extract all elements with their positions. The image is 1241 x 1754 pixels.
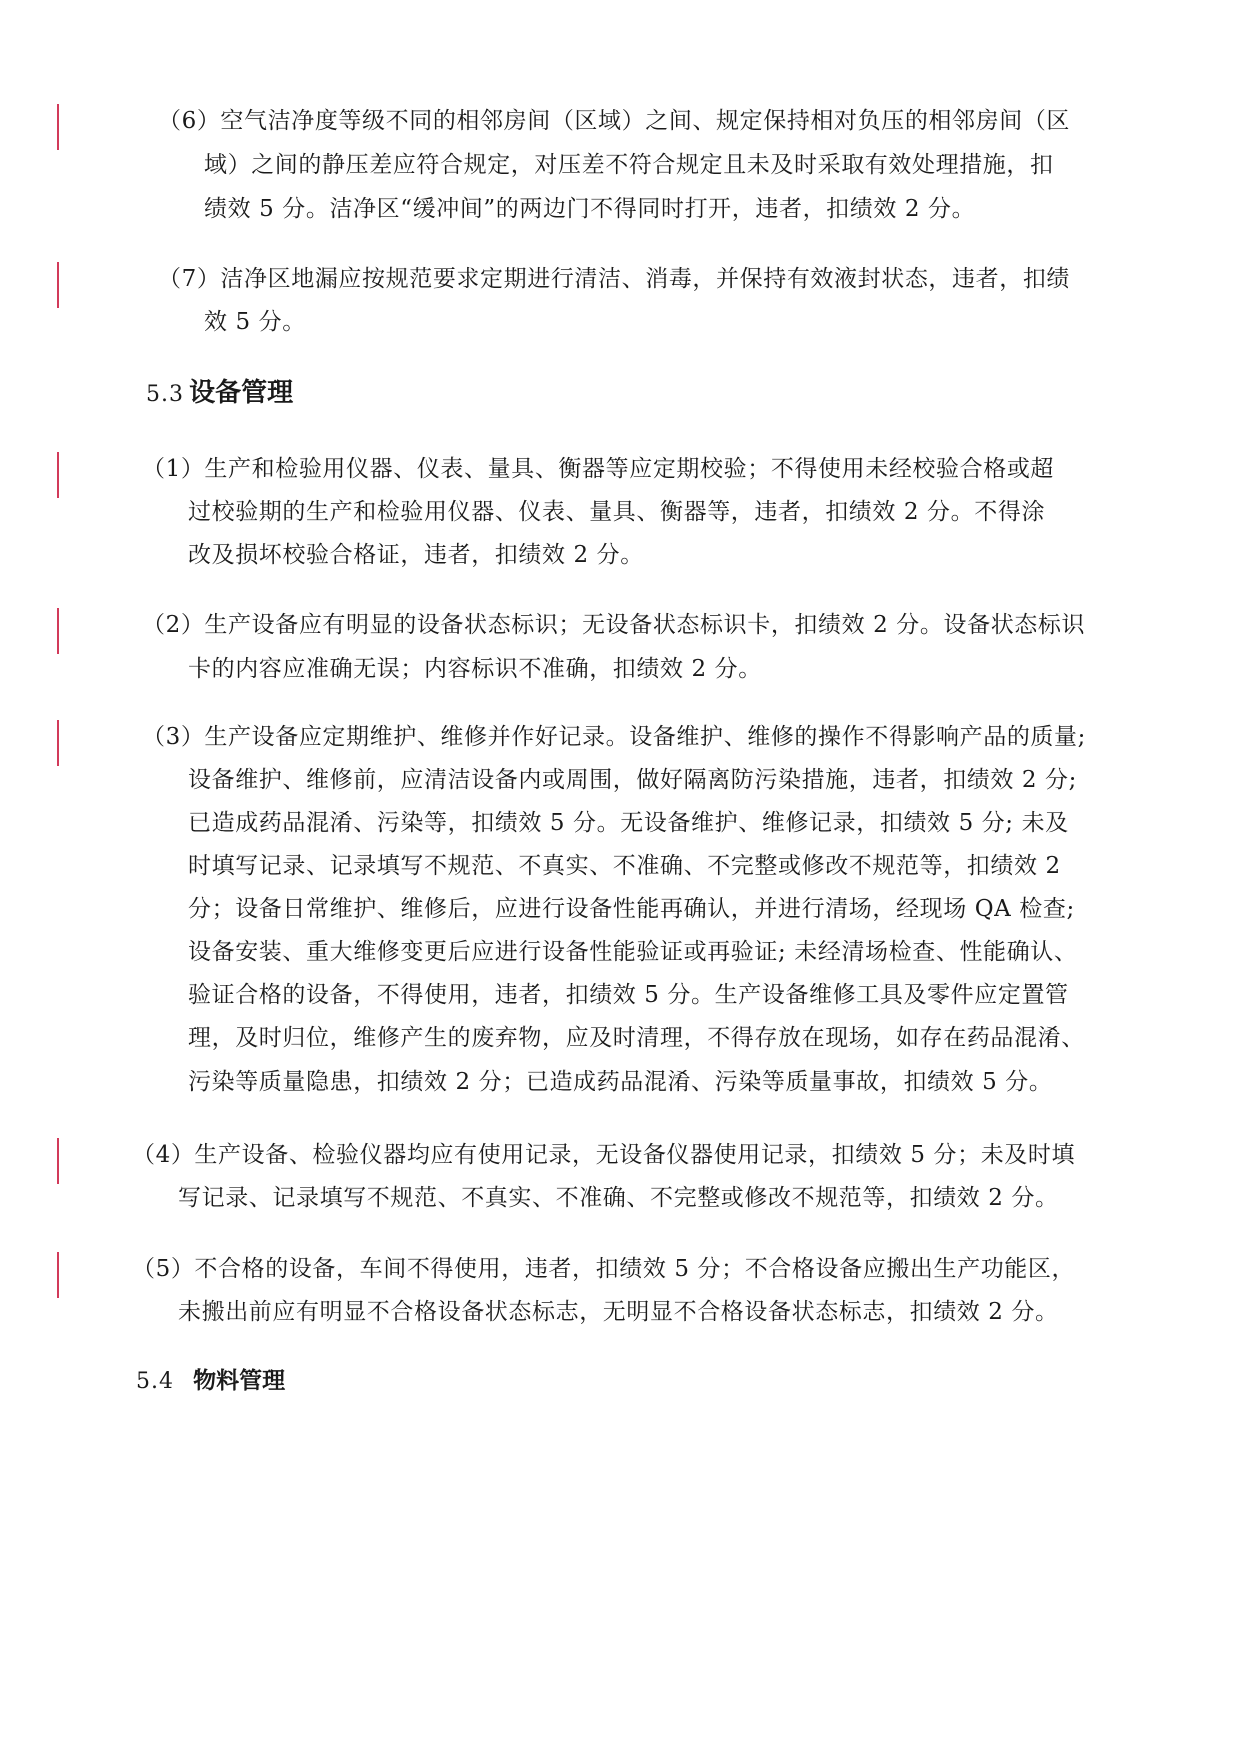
change-bar	[57, 1252, 59, 1298]
change-bar	[57, 104, 59, 150]
item-3-line: 时填写记录、记录填写不规范、不真实、不准确、不完整或修改不规范等，扣绩效 2	[188, 853, 1061, 879]
section-heading	[136, 1364, 285, 1400]
item-3-line: 设备安装、重大维修变更后应进行设备性能验证或再验证; 未经清场检查、性能确认、	[188, 939, 1078, 965]
item-1-line: （1）生产和检验用仪器、仪表、量具、衡器等应定期校验；不得使用未经校验合格或超	[142, 456, 1055, 482]
item-1-line: 过校验期的生产和检验用仪器、仪表、量具、衡器等，违者，扣绩效 2 分。不得涂	[188, 499, 1046, 525]
section-number: 5.3	[146, 382, 184, 407]
item-2-line: （2）生产设备应有明显的设备状态标识；无设备状态标识卡，扣绩效 2 分。设备状态标识	[142, 612, 1086, 638]
item-3-line: 理，及时归位，维修产生的废弃物，应及时清理，不得存放在现场，如存在药品混淆、	[188, 1025, 1085, 1051]
change-bar	[57, 262, 59, 308]
item-4-line: 写记录、记录填写不规范、不真实、不准确、不完整或修改不规范等，扣绩效 2 分。	[178, 1185, 1059, 1211]
item-1-line: 改及损坏校验合格证，违者，扣绩效 2 分。	[188, 542, 644, 568]
change-bar	[57, 720, 59, 766]
item-6-line: 域）之间的静压差应符合规定，对压差不符合规定且未及时采取有效处理措施，扣	[204, 152, 1054, 178]
section-title: 物料管理	[193, 1368, 286, 1394]
item-7-line: （7）洁净区地漏应按规范要求定期进行清洁、消毒，并保持有效液封状态，违者，扣绩	[158, 266, 1071, 292]
item-5-line: 未搬出前应有明显不合格设备状态标志，无明显不合格设备状态标志，扣绩效 2 分。	[178, 1299, 1059, 1325]
item-5-line: （5）不合格的设备，车间不得使用，违者，扣绩效 5 分；不合格设备应搬出生产功能区，	[132, 1256, 1076, 1282]
change-bar	[57, 1138, 59, 1184]
item-2-line: 卡的内容应准确无误；内容标识不准确，扣绩效 2 分。	[188, 656, 762, 682]
item-3-line: 污染等质量隐患，扣绩效 2 分；已造成药品混淆、污染等质量事故，扣绩效 5 分。	[188, 1069, 1053, 1095]
item-3-line: （3）生产设备应定期维护、维修并作好记录。设备维护、维修的操作不得影响产品的质量;	[142, 724, 1086, 750]
change-bar	[57, 452, 59, 498]
section-title: 设备管理	[189, 378, 294, 408]
item-3-line: 已造成药品混淆、污染等，扣绩效 5 分。无设备维护、维修记录，扣绩效 5 分; 未及	[188, 810, 1069, 836]
section-number: 5.4	[136, 1369, 174, 1394]
item-6-line: 绩效 5 分。洁净区“缓冲间”的两边门不得同时打开，违者，扣绩效 2 分。	[204, 196, 976, 222]
change-bar	[57, 608, 59, 654]
item-3-line: 验证合格的设备，不得使用，违者，扣绩效 5 分。生产设备维修工具及零件应定置管	[188, 982, 1069, 1008]
item-7-line: 效 5 分。	[204, 309, 306, 335]
section-heading	[146, 376, 293, 413]
item-4-line: （4）生产设备、检验仪器均应有使用记录，无设备仪器使用记录，扣绩效 5 分；未及时填	[132, 1142, 1076, 1168]
item-6-line: （6）空气洁净度等级不同的相邻房间（区域）之间、规定保持相对负压的相邻房间（区	[158, 108, 1071, 134]
item-3-line: 设备维护、维修前，应清洁设备内或周围，做好隔离防污染措施，违者，扣绩效 2 分;	[188, 767, 1078, 793]
item-3-line: 分；设备日常维护、维修后，应进行设备性能再确认，并进行清场，经现场 QA 检查;	[188, 896, 1075, 922]
